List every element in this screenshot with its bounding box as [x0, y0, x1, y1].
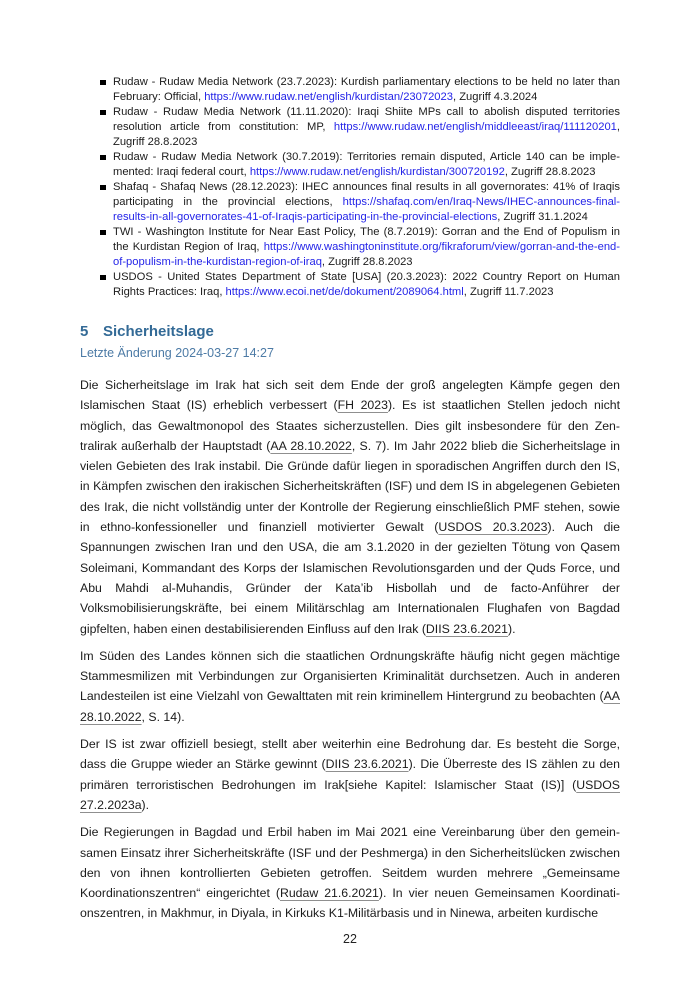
source-reference-link[interactable]: AA 28.10.2022 — [270, 438, 352, 453]
reference-item — [80, 180, 620, 225]
source-reference-link[interactable]: AA 28.10.2022 — [80, 689, 620, 724]
paragraph-text: ). Auch die Spannungen zwischen Iran und den USA, die am 3.1.2020 in der gezielten Tötung von Qasem Soleimani, Kommandant des Korps der Islamischen Revolutionsgarden und der Quds Force, und Abu Mahdi al-Muhandis, Gründer der Kata’ib Hisbollah und de facto-Anführer der Volksmobilisierungskräfte, bei einem Militärschlag am Internationalen Flughafen von Bagdad gipfelten, haben einen destabilisierenden Einfluss auf den Irak ( — [80, 520, 621, 636]
reference-text: Shafaq - Shafaq News (28.12.2023): IHEC announces final results in all governorates: 41% of Iraqis participating in the provincial elections, — [113, 181, 620, 208]
paragraph-text: ). — [141, 797, 150, 812]
bullet-icon — [100, 230, 106, 236]
reference-text: Rudaw - Rudaw Media Network (11.11.2020): Iraqi Shiite MPs call to abolish disputed territories resolution article from constitution: MP, — [113, 106, 620, 133]
body-text — [80, 375, 620, 924]
paragraph-text: ). Es ist staatlichen Stellen jedoch nicht möglich, das Gewaltmonopol des Staates sicherzustellen. Dies gilt insbesondere für den Zentralirak außerhalb der Hauptstadt ( — [80, 398, 621, 453]
reference-access-text: , Zugriff 28.8.2023 — [321, 256, 413, 268]
reference-url-link[interactable]: https://www.rudaw.net/english/middleeast/iraq/111120201 — [333, 121, 617, 133]
section-heading — [80, 322, 620, 341]
source-reference-link[interactable]: FH 2023 — [337, 398, 388, 413]
reference-access-text: , Zugriff 31.1.2024 — [497, 211, 588, 223]
reference-url-link[interactable]: https://www.washingtoninstitute.org/fikraforum/view/gorran-and-the-end-of-populism-in-the-kurdistan-region-of-iraq — [113, 241, 620, 268]
reference-text: TWI - Washington Institute for Near East Policy, The (8.7.2019): Gorran and the End of Populism in the Kurdistan Region of Iraq, — [113, 226, 620, 253]
reference-url-link[interactable]: https://www.rudaw.net/english/kurdistan/300720192 — [249, 166, 505, 178]
reference-text: USDOS - United States Department of State [USA] (20.3.2023): 2022 Country Report on Human Rights Practices: Iraq, — [113, 271, 620, 298]
bullet-icon — [100, 80, 106, 86]
paragraph-text: Die Regierungen in Bagdad und Erbil haben im Mai 2021 eine Vereinbarung über den gemeinsamen Einsatz ihrer Sicherheitskräfte (ISF und der Peshmerga) in den Sicherheitslücken zwischen den von ihnen kontrollierten Gebieten getroffen. Seitdem wurden mehrere „Gemeinsame Koordinationszentren“ eingerichtet ( — [80, 825, 620, 901]
reference-access-text: , Zugriff 4.3.2024 — [452, 91, 538, 103]
reference-url-link[interactable]: https://shafaq.com/en/Iraq-News/IHEC-announces-final-results-in-all-governorates-41-of-Iraqis-participating-in-the-provincial-elections — [113, 196, 620, 223]
paragraph-text: Im Süden des Landes können sich die staatlichen Ordnungskräfte häufig nicht gegen mächtige Stammesmilizen mit Verbindungen zur Organisierten Kriminalität durchsetzen. Auch in anderen Landesteilen ist eine Vielzahl von Gewalttaten mit rein kriminellem Hintergrund zu beobachten ( — [80, 648, 620, 704]
body-paragraph — [80, 375, 620, 639]
references-list — [80, 75, 620, 300]
bullet-icon — [100, 185, 106, 191]
source-reference-link[interactable]: USDOS 27.2.2023a — [80, 777, 620, 812]
paragraph-text: ). — [507, 621, 516, 636]
reference-url-link[interactable]: https://www.ecoi.net/de/dokument/2089064.html — [225, 286, 464, 298]
paragraph-text: , S. 14). — [141, 709, 185, 724]
section-number: 5 — [80, 323, 89, 340]
reference-text: Rudaw - Rudaw Media Network (30.7.2019): Territories remain disputed, Article 140 can be implemented: Iraqi federal court, — [113, 151, 620, 178]
section-title: Sicherheitslage — [103, 323, 214, 340]
paragraph-text: , S. 7). Im Jahr 2022 blieb die Sicherheitslage in vielen Gebieten des Irak instabil. Die Gründe dafür liegen in sporadischen Angriffen durch den IS, in Kämpfen zwischen den irakischen Sicherheitskräften (ISF) und dem IS in abgelegenen Gebieten des Irak, die nicht vollständig unter der Kontrolle der Regierung einschließlich PMF stehen, sowie in ethno-konfessioneller und finanziell motivierter Gewalt ( — [80, 438, 620, 535]
bullet-icon — [100, 155, 106, 161]
source-reference-link[interactable]: DIIS 23.6.2021 — [425, 621, 508, 636]
reference-access-text: , Zugriff 28.8.2023 — [504, 166, 596, 178]
reference-access-text: , Zugriff 11.7.2023 — [463, 286, 554, 298]
reference-url-link[interactable]: https://www.rudaw.net/english/kurdistan/23072023 — [204, 91, 453, 103]
reference-access-text: , Zugriff 28.8.2023 — [113, 121, 620, 148]
body-paragraph — [80, 734, 620, 815]
source-reference-link[interactable]: Rudaw 21.6.2021 — [279, 886, 379, 901]
body-paragraph — [80, 646, 620, 727]
reference-item — [80, 75, 620, 105]
paragraph-text: Die Sicherheitslage im Irak hat sich seit dem Ende der groß angelegten Kämpfe gegen den Islamischen Staat (IS) erheblich verbessert ( — [80, 378, 620, 413]
bullet-icon — [100, 275, 106, 281]
last-change-note: Letzte Änderung 2024-03-27 14:27 — [80, 346, 274, 360]
reference-item — [80, 105, 620, 150]
body-paragraph — [80, 822, 620, 923]
reference-item — [80, 225, 620, 270]
source-reference-link[interactable]: USDOS 20.3.2023 — [438, 520, 548, 535]
paragraph-text: ). In vier neuen Gemeinsamen Koordinationszentren, in Makhmur, in Diyala, in Kirkuks K1-Militärbasis und in Ninewa, arbeiten kurdische — [80, 886, 621, 921]
page-number: 22 — [343, 932, 357, 946]
reference-item — [80, 270, 620, 300]
paragraph-text: Der IS ist zwar offiziell besiegt, stellt aber weiterhin eine Bedrohung dar. Es besteht die Sorge, dass die Gruppe wieder an Stärke gewinnt ( — [80, 737, 620, 772]
reference-text: Rudaw - Rudaw Media Network (23.7.2023): Kurdish parliamentary elections to be held no later than February: Official, — [113, 76, 620, 103]
source-reference-link[interactable]: DIIS 23.6.2021 — [325, 757, 409, 772]
paragraph-text: ). Die Überreste des IS zählen zu den primären terroristischen Bedrohungen im Irak[siehe Kapitel: Islamischer Staat (IS)] ( — [80, 757, 620, 792]
reference-item — [80, 150, 620, 180]
bullet-icon — [100, 110, 106, 116]
